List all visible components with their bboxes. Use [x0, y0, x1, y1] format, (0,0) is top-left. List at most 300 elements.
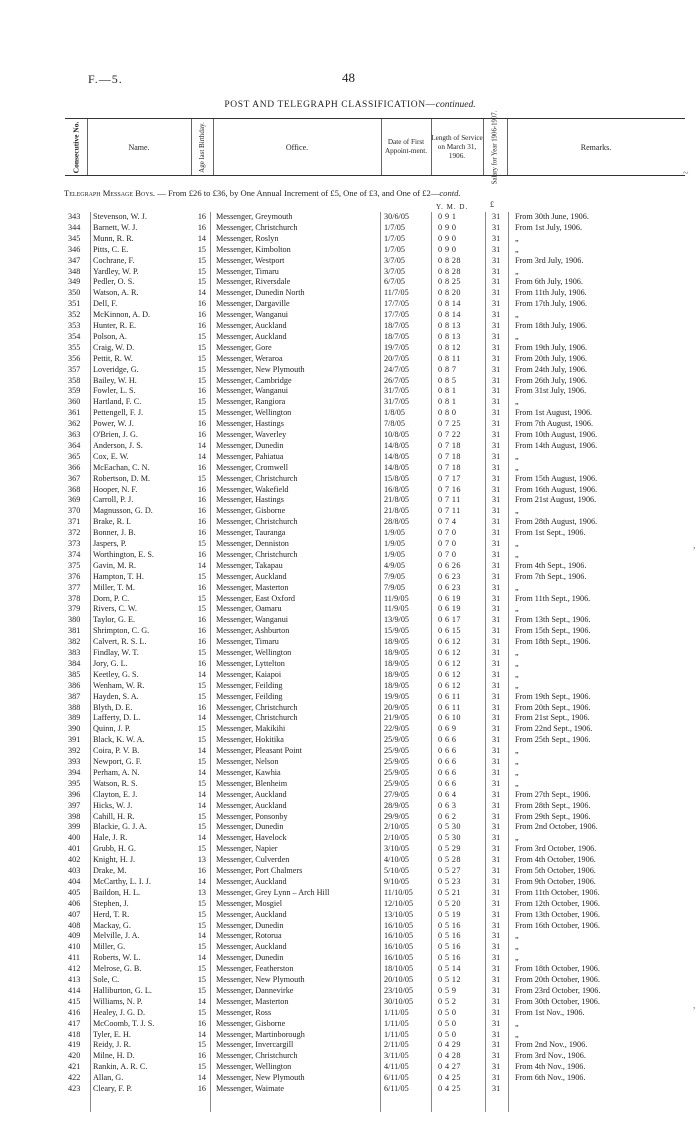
cell-date: 28/9/05 [384, 800, 410, 810]
cell-name: Robertson, D. M. [93, 473, 151, 483]
cell-svc: 0 9 0 [438, 233, 457, 243]
cell-sal: 31 [492, 680, 501, 690]
table-row [0, 757, 700, 767]
document-reference: F.—5. [88, 72, 123, 86]
cell-age: 14 [197, 451, 206, 461]
table-row [0, 288, 700, 298]
cell-date: 2/10/05 [384, 822, 410, 832]
cell-office: Messenger, New Plymouth [216, 975, 305, 984]
cell-name: Pitts, C. E. [93, 244, 129, 254]
cell-name: Stephen, J. [93, 898, 129, 908]
table-row [0, 583, 700, 593]
col-office: Office. [285, 142, 309, 152]
cell-sal: 31 [492, 353, 501, 363]
cell-svc: 0 6 4 [438, 789, 457, 799]
cell-name: Carroll, P. J. [93, 495, 134, 505]
cell-office: Messenger, Wellington [216, 1062, 292, 1072]
cell-sal: 31 [492, 1029, 501, 1039]
cell-no: 383 [68, 648, 81, 657]
cell-name: Drake, M. [93, 866, 127, 875]
cell-age: 15 [197, 1062, 206, 1072]
cell-age: 14 [197, 560, 206, 570]
cell-date: 10/8/05 [384, 430, 410, 439]
cell-date: 25/9/05 [384, 746, 410, 756]
cell-rem: „ [515, 462, 519, 472]
cell-svc: 0 6 6 [438, 735, 457, 745]
cell-no: 375 [68, 560, 81, 570]
cell-svc: 0 6 15 [438, 626, 461, 636]
cell-no: 405 [68, 887, 81, 897]
cell-name: Stevenson, W. J. [93, 212, 147, 221]
cell-svc: 0 6 3 [438, 800, 457, 810]
cell-svc: 0 6 12 [438, 637, 461, 647]
cell-office: Messenger, New Plymouth [216, 1073, 305, 1083]
cell-sal: 31 [492, 331, 501, 341]
cell-sal: 31 [492, 1040, 501, 1050]
table-row [0, 626, 700, 636]
cell-name: Black, K. W. A. [93, 735, 145, 745]
cell-date: 18/9/05 [384, 669, 410, 679]
table-row [0, 855, 700, 865]
cell-name: Mackay, G. [93, 920, 131, 930]
cell-age: 14 [197, 876, 206, 886]
cell-age: 16 [197, 615, 206, 625]
cell-age: 14 [197, 833, 206, 843]
cell-svc: 0 6 6 [438, 778, 457, 788]
table-row [0, 888, 700, 898]
cell-age: 15 [197, 735, 206, 745]
table-row [0, 822, 700, 832]
cell-age: 16 [197, 517, 206, 527]
table-row [0, 485, 700, 495]
table-row [0, 212, 700, 222]
cell-date: 25/9/05 [384, 778, 410, 788]
cell-age: 15 [197, 375, 206, 385]
cell-no: 374 [68, 549, 81, 559]
cell-name: Munn, R. R. [93, 233, 134, 243]
cell-svc: 0 7 18 [438, 451, 461, 461]
cell-no: 412 [68, 964, 81, 974]
cell-rem: From 22nd Sept., 1906. [515, 724, 593, 734]
cell-office: Messenger, Port Chalmers [216, 866, 303, 875]
cell-name: Perham, A. N. [93, 767, 140, 777]
table-row [0, 637, 700, 647]
cell-svc: 0 8 5 [438, 375, 457, 385]
cell-name: Cox, E. W. [93, 451, 129, 461]
cell-rem: From 19th Sept., 1906. [515, 691, 591, 701]
table-row [0, 430, 700, 440]
cell-rem: „ [515, 1029, 519, 1039]
cell-name: Lafferty, D. L. [93, 713, 141, 723]
cell-sal: 31 [492, 517, 501, 527]
cell-date: 18/9/05 [384, 658, 410, 668]
cell-svc: 0 8 25 [438, 277, 461, 287]
cell-rem: From 18th October, 1906. [515, 964, 600, 974]
cell-date: 1/7/05 [384, 222, 405, 232]
margin-mark: , [693, 1000, 696, 1011]
cell-age: 15 [197, 942, 206, 952]
cell-no: 352 [68, 310, 81, 320]
cell-office: Messenger, Ross [216, 1007, 272, 1017]
cell-no: 358 [68, 375, 81, 385]
cell-age: 15 [197, 408, 206, 418]
cell-svc: 0 6 2 [438, 811, 457, 821]
cell-office: Messenger, Christchurch [216, 517, 298, 527]
cell-date: 20/10/05 [384, 975, 414, 984]
cell-age: 16 [197, 299, 206, 309]
table-row [0, 397, 700, 407]
cell-sal: 31 [492, 811, 501, 821]
cell-no: 381 [68, 626, 81, 636]
cell-name: Sole, C. [93, 975, 120, 984]
cell-sal: 31 [492, 800, 501, 810]
cell-age: 16 [197, 582, 206, 592]
cell-svc: 0 8 28 [438, 266, 461, 276]
table-row [0, 550, 700, 560]
cell-no: 390 [68, 724, 81, 734]
cell-no: 408 [68, 920, 81, 930]
cell-no: 404 [68, 876, 81, 886]
cell-svc: 0 7 16 [438, 484, 461, 494]
cell-age: 15 [197, 757, 206, 766]
cell-no: 345 [68, 233, 81, 243]
cell-no: 359 [68, 386, 81, 396]
cell-date: 18/9/05 [384, 680, 410, 690]
cell-sal: 31 [492, 1018, 501, 1028]
cell-office: Messenger, Martinborough [216, 1029, 305, 1039]
cell-rem: „ [515, 506, 519, 516]
cell-no: 409 [68, 931, 81, 941]
cell-svc: 0 8 1 [438, 397, 457, 407]
cell-no: 411 [68, 953, 80, 963]
col-consecutive: Consecutive No. [71, 121, 81, 173]
table-row [0, 517, 700, 527]
cell-age: 15 [197, 680, 206, 690]
cell-sal: 31 [492, 266, 501, 276]
cell-sal: 31 [492, 626, 501, 636]
cell-no: 346 [68, 244, 81, 254]
cell-name: Hicks, W. J. [93, 800, 133, 810]
table-row [0, 812, 700, 822]
cell-name: Roberts, W. L. [93, 953, 141, 963]
cell-date: 31/7/05 [384, 397, 410, 407]
cell-name: Grubb, H. G. [93, 844, 136, 854]
cell-rem: From 30th June, 1906. [515, 212, 589, 221]
cell-date: 1/7/05 [384, 233, 405, 243]
cell-rem: „ [515, 604, 519, 614]
cell-office: Messenger, Christchurch [216, 473, 298, 483]
table-row [0, 234, 700, 244]
cell-sal: 31 [492, 462, 501, 472]
cell-no: 387 [68, 691, 81, 701]
cell-sal: 31 [492, 549, 501, 559]
cell-rem: From 28th August, 1906. [515, 517, 598, 527]
cell-office: Messenger, Christchurch [216, 549, 298, 559]
cell-office: Messenger, Hastings [216, 419, 284, 429]
cell-sal: 31 [492, 724, 501, 734]
cell-age: 16 [197, 1084, 206, 1093]
page-number: 48 [342, 70, 355, 85]
cell-rem: From 14th August, 1906. [515, 440, 598, 450]
cell-sal: 31 [492, 233, 501, 243]
cell-date: 1/11/05 [384, 1029, 409, 1039]
cell-rem: From 7th Sept., 1906. [515, 571, 587, 581]
cell-rem: From 28th Sept., 1906. [515, 800, 591, 810]
cell-name: Wenham, W. R. [93, 680, 145, 690]
cell-sal: 31 [492, 375, 501, 385]
service-units: Y. M. D. [436, 203, 469, 211]
cell-name: Barnett, W. J. [93, 222, 138, 232]
cell-no: 376 [68, 571, 81, 581]
table-row [0, 1051, 700, 1061]
cell-age: 15 [197, 1040, 206, 1050]
cell-date: 22/9/05 [384, 724, 410, 734]
cell-no: 360 [68, 397, 81, 407]
cell-sal: 31 [492, 691, 501, 701]
cell-name: Gavin, M. R. [93, 560, 136, 570]
cell-name: Blyth, D. E. [93, 702, 133, 712]
cell-name: Reidy, J. R. [93, 1040, 131, 1050]
cell-date: 1/7/05 [384, 244, 405, 254]
cell-name: McKinnon, A. D. [93, 310, 151, 320]
cell-rem: From 18th Sept., 1906. [515, 637, 591, 647]
cell-sal: 31 [492, 408, 501, 418]
cell-age: 15 [197, 571, 206, 581]
cell-name: Blackie, G. J. A. [93, 822, 147, 832]
cell-name: Jaspers, P. [93, 539, 127, 548]
cell-name: Watson, R. S. [93, 778, 138, 788]
cell-sal: 31 [492, 833, 501, 843]
cell-no: 400 [68, 833, 81, 843]
cell-sal: 31 [492, 637, 501, 647]
cell-rem: „ [515, 648, 519, 657]
cell-no: 414 [68, 985, 81, 995]
cell-svc: 0 9 1 [438, 212, 457, 221]
cell-sal: 31 [492, 582, 501, 592]
cell-date: 16/8/05 [384, 484, 410, 494]
cell-rem: From 21st Sept., 1906. [515, 713, 590, 723]
table-row [0, 1040, 700, 1050]
cell-name: Anderson, J. S. [93, 440, 143, 450]
cell-sal: 31 [492, 1062, 501, 1072]
cell-rem: From 24th July, 1906. [515, 364, 588, 374]
col-date: Date of First Appoint-ment. [384, 138, 428, 155]
table-row [0, 245, 700, 255]
table-row [0, 267, 700, 277]
cell-date: 21/9/05 [384, 713, 410, 723]
cell-name: Allan, G. [93, 1073, 124, 1083]
cell-office: Messenger, Kimbolton [216, 244, 291, 254]
cell-svc: 0 5 19 [438, 909, 461, 919]
cell-rem: From 16th August, 1906. [515, 484, 598, 494]
cell-rem: From 11th Sept., 1906. [515, 593, 591, 603]
cell-office: Messenger, Christchurch [216, 222, 298, 232]
cell-office: Messenger, Christchurch [216, 702, 298, 712]
table-row [0, 844, 700, 854]
table-row [0, 692, 700, 702]
cell-office: Messenger, Mosgiel [216, 898, 283, 908]
cell-date: 4/11/05 [384, 1062, 409, 1072]
cell-rem: From 6th July, 1906. [515, 277, 583, 287]
cell-svc: 0 7 18 [438, 462, 461, 472]
cell-sal: 31 [492, 887, 501, 897]
cell-name: Watson, A. R. [93, 288, 139, 298]
cell-sal: 31 [492, 451, 501, 461]
cell-rem: „ [515, 397, 519, 407]
cell-date: 18/7/05 [384, 321, 410, 330]
cell-office: Messenger, Featherston [216, 964, 294, 974]
cell-svc: 0 6 23 [438, 582, 461, 592]
cell-office: Messenger, Lyttelton [216, 658, 285, 668]
cell-no: 410 [68, 942, 81, 952]
cell-date: 16/10/05 [384, 953, 414, 963]
cell-svc: 0 9 0 [438, 222, 457, 232]
cell-date: 2/10/05 [384, 833, 410, 843]
table-header [65, 110, 685, 184]
cell-svc: 0 4 25 [438, 1073, 461, 1083]
cell-name: Melville, J. A. [93, 931, 140, 941]
cell-sal: 31 [492, 757, 501, 766]
cell-age: 15 [197, 604, 206, 614]
cell-svc: 0 8 13 [438, 331, 461, 341]
cell-age: 16 [197, 702, 206, 712]
cell-date: 17/7/05 [384, 299, 410, 309]
cell-name: Herd, T. R. [93, 909, 130, 919]
cell-age: 14 [197, 669, 206, 679]
cell-age: 14 [197, 288, 206, 298]
table-row [0, 1019, 700, 1029]
cell-office: Messenger, Auckland [216, 789, 287, 799]
cell-office: Messenger, Rotorua [216, 931, 282, 941]
cell-date: 30/10/05 [384, 996, 414, 1006]
table-row [0, 332, 700, 342]
cell-age: 15 [197, 920, 206, 930]
cell-sal: 31 [492, 212, 501, 221]
cell-date: 1/9/05 [384, 539, 405, 548]
cell-svc: 0 7 0 [438, 549, 457, 559]
cell-no: 378 [68, 593, 81, 603]
cell-no: 361 [68, 408, 81, 418]
cell-date: 20/9/05 [384, 702, 410, 712]
cell-name: Calvert, R. S. L. [93, 637, 147, 647]
cell-office: Messenger, Waverley [216, 430, 287, 439]
cell-name: Knight, H. J. [93, 855, 136, 865]
cell-svc: 0 6 11 [438, 691, 461, 701]
table-row [0, 452, 700, 462]
cell-age: 14 [197, 953, 206, 963]
cell-name: Dell, F. [93, 299, 118, 309]
cell-office: Messenger, Greymouth [216, 212, 293, 221]
cell-office: Messenger, Riversdale [216, 277, 291, 287]
cell-date: 13/9/05 [384, 615, 410, 625]
cell-sal: 31 [492, 484, 501, 494]
cell-age: 15 [197, 648, 206, 657]
cell-name: Taylor, G. E. [93, 615, 136, 625]
cell-date: 18/9/05 [384, 637, 410, 647]
cell-svc: 0 4 27 [438, 1062, 461, 1072]
cell-age: 14 [197, 789, 206, 799]
cell-office: Messenger, Gisborne [216, 506, 286, 516]
cell-rem: From 5th October, 1906. [515, 866, 596, 875]
cell-name: Hunter, R. E. [93, 321, 137, 330]
cell-office: Messenger, Kawhia [216, 767, 281, 777]
cell-office: Messenger, Weraroa [216, 353, 283, 363]
cell-svc: 0 8 1 [438, 386, 457, 396]
cell-svc: 0 7 22 [438, 430, 461, 439]
table-row [0, 768, 700, 778]
table-row [0, 997, 700, 1007]
cell-rem: From 23rd October, 1906. [515, 985, 601, 995]
cell-sal: 31 [492, 844, 501, 854]
cell-rem: From 4th October, 1906. [515, 855, 596, 865]
cell-sal: 31 [492, 604, 501, 614]
cell-office: Messenger, Ponsonby [216, 811, 288, 821]
cell-no: 356 [68, 353, 81, 363]
table-row [0, 877, 700, 887]
cell-name: Miller, G. [93, 942, 126, 952]
cell-name: Halliburton, G. L. [93, 985, 152, 995]
cell-age: 14 [197, 996, 206, 1006]
cell-age: 16 [197, 495, 206, 505]
cell-sal: 31 [492, 778, 501, 788]
salary-unit: £ [490, 200, 494, 209]
cell-name: Loveridge, G. [93, 364, 139, 374]
cell-svc: 0 7 0 [438, 528, 457, 538]
cell-age: 15 [197, 691, 206, 701]
table-row [0, 561, 700, 571]
cell-svc: 0 5 12 [438, 975, 461, 984]
cell-age: 16 [197, 658, 206, 668]
cell-rem: From 4th Nov., 1906. [515, 1062, 586, 1072]
cell-svc: 0 6 26 [438, 560, 461, 570]
cell-no: 350 [68, 288, 81, 298]
cell-age: 14 [197, 1073, 206, 1083]
table-row [0, 953, 700, 963]
cell-no: 416 [68, 1007, 81, 1017]
cell-name: Worthington, E. S. [93, 549, 154, 559]
table-row [0, 986, 700, 996]
cell-age: 15 [197, 342, 206, 352]
cell-date: 17/7/05 [384, 310, 410, 320]
cell-age: 14 [197, 931, 206, 941]
cell-date: 14/8/05 [384, 440, 410, 450]
cell-svc: 0 5 16 [438, 920, 461, 930]
cell-sal: 31 [492, 920, 501, 930]
table-row [0, 474, 700, 484]
cell-no: 393 [68, 757, 81, 766]
cell-office: Messenger, Dunedin [216, 440, 284, 450]
cell-date: 1/11/05 [384, 1018, 409, 1028]
table-row [0, 572, 700, 582]
table-row [0, 539, 700, 549]
cell-date: 25/9/05 [384, 757, 410, 766]
cell-rem: „ [515, 451, 519, 461]
cell-no: 366 [68, 462, 81, 472]
cell-no: 422 [68, 1073, 81, 1083]
cell-no: 373 [68, 539, 81, 548]
cell-no: 347 [68, 255, 81, 265]
cell-age: 16 [197, 222, 206, 232]
cell-no: 372 [68, 528, 81, 538]
cell-office: Messenger, Dunedin [216, 920, 284, 930]
cell-rem: From 12th October, 1906. [515, 898, 600, 908]
cell-date: 3/11/05 [384, 1051, 409, 1061]
cell-age: 16 [197, 419, 206, 429]
table-row [0, 365, 700, 375]
cell-svc: 0 5 16 [438, 942, 461, 952]
cell-svc: 0 6 17 [438, 615, 461, 625]
table-row [0, 354, 700, 364]
